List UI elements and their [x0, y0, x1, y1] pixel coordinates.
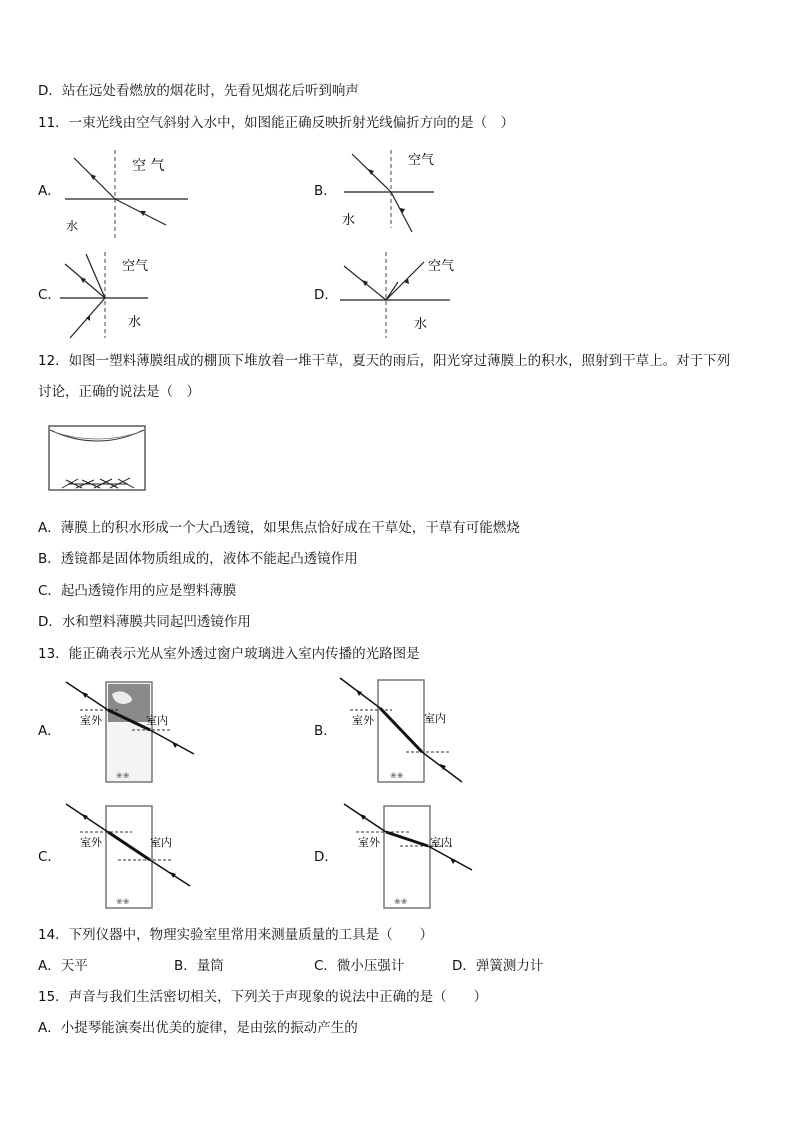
q13-c-label[interactable]: C．: [38, 849, 61, 865]
q13-stem: 13．能正确表示光从室外透过窗户玻璃进入室内传播的光路图是: [38, 646, 420, 662]
q13-b-inside-label: 室内: [424, 712, 446, 725]
q13-c-outside-label: 室外: [80, 836, 102, 849]
q11-d-air-label: 空气: [428, 259, 455, 274]
q13-c-diagram: [62, 800, 202, 912]
q11-c-air-label: 空气: [122, 259, 149, 274]
q15-stem: 15．声音与我们生活密切相关，下列关于声现象的说法中正确的是（ ）: [38, 989, 488, 1005]
q15-option-a[interactable]: A．小提琴能演奏出优美的旋律，是由弦的振动产生的: [38, 1020, 358, 1036]
q13-b-diagram: [336, 676, 476, 790]
q11-stem: 11．一束光线由空气斜射入水中，如图能正确反映折射光线偏折方向的是（ ）: [38, 115, 515, 131]
q12-option-a[interactable]: A．薄膜上的积水形成一个大凸透镜，如果焦点恰好成在干草处，干草有可能燃烧: [38, 520, 520, 536]
q13-a-inside-label: 室内: [146, 714, 168, 727]
q11-d-label[interactable]: D．: [314, 287, 338, 303]
q12-stem-line2: 讨论，正确的说法是（ ）: [38, 384, 200, 400]
plant-pot-icon: ❀❀: [390, 771, 404, 780]
q13-a-diagram: [62, 678, 202, 788]
q13-c-inside-label: 室内: [150, 836, 172, 849]
q11-c-diagram: [60, 250, 200, 340]
q11-c-water-label: 水: [128, 315, 142, 330]
q12-stem-line1: 12．如图一塑料薄膜组成的棚顶下堆放着一堆干草，夏天的雨后，阳光穿过薄膜上的积水，照射到干草上。对于下列: [38, 353, 731, 369]
q11-b-air-label: 空气: [408, 153, 435, 168]
q11-b-label[interactable]: B．: [314, 183, 337, 199]
q11-b-water-label: 水: [342, 213, 356, 228]
q14-stem: 14．下列仪器中，物理实验室里常用来测量质量的工具是（ ）: [38, 927, 434, 943]
q12-greenhouse-diagram: [48, 424, 148, 494]
q11-a-water-label: 水: [66, 219, 79, 233]
plant-pot-icon: ❀❀: [116, 771, 130, 780]
q14-option-b[interactable]: B．量筒: [174, 958, 224, 974]
q13-d-outside-label: 室外: [358, 836, 380, 849]
q13-b-label[interactable]: B．: [314, 723, 337, 739]
plant-pot-icon: ❀❀: [394, 897, 408, 906]
q13-d-label[interactable]: D．: [314, 849, 338, 865]
q11-c-label[interactable]: C．: [38, 287, 61, 303]
q14-option-a[interactable]: A．天平: [38, 958, 88, 974]
q11-a-air-label: 空 气: [132, 158, 165, 174]
q14-options: [38, 957, 758, 975]
q12-option-b[interactable]: B．透镜都是固体物质组成的，液体不能起凸透镜作用: [38, 551, 358, 567]
q12-option-c[interactable]: C．起凸透镜作用的应是塑料薄膜: [38, 583, 237, 599]
q11-d-diagram: [336, 250, 476, 340]
q13-a-outside-label: 室外: [80, 714, 102, 727]
q11-b-diagram: [336, 148, 456, 240]
q14-option-c[interactable]: C．微小压强计: [314, 958, 405, 974]
q11-a-label[interactable]: A．: [38, 183, 61, 199]
q11-d-water-label: 水: [414, 317, 428, 332]
q13-a-label[interactable]: A．: [38, 723, 61, 739]
q11-a-diagram: [60, 148, 200, 240]
q13-d-diagram: [340, 800, 480, 912]
q13-b-outside-label: 室外: [352, 714, 374, 727]
plant-pot-icon: ❀❀: [116, 897, 130, 906]
q13-d-inside-label: 室内: [430, 836, 452, 849]
q10-option-d: D．站在远处看燃放的烟花时，先看见烟花后听到响声: [38, 83, 359, 99]
q14-option-d[interactable]: D．弹簧测力计: [452, 958, 544, 974]
hay-pile-icon: [62, 478, 134, 488]
q12-option-d[interactable]: D．水和塑料薄膜共同起凹透镜作用: [38, 614, 251, 630]
